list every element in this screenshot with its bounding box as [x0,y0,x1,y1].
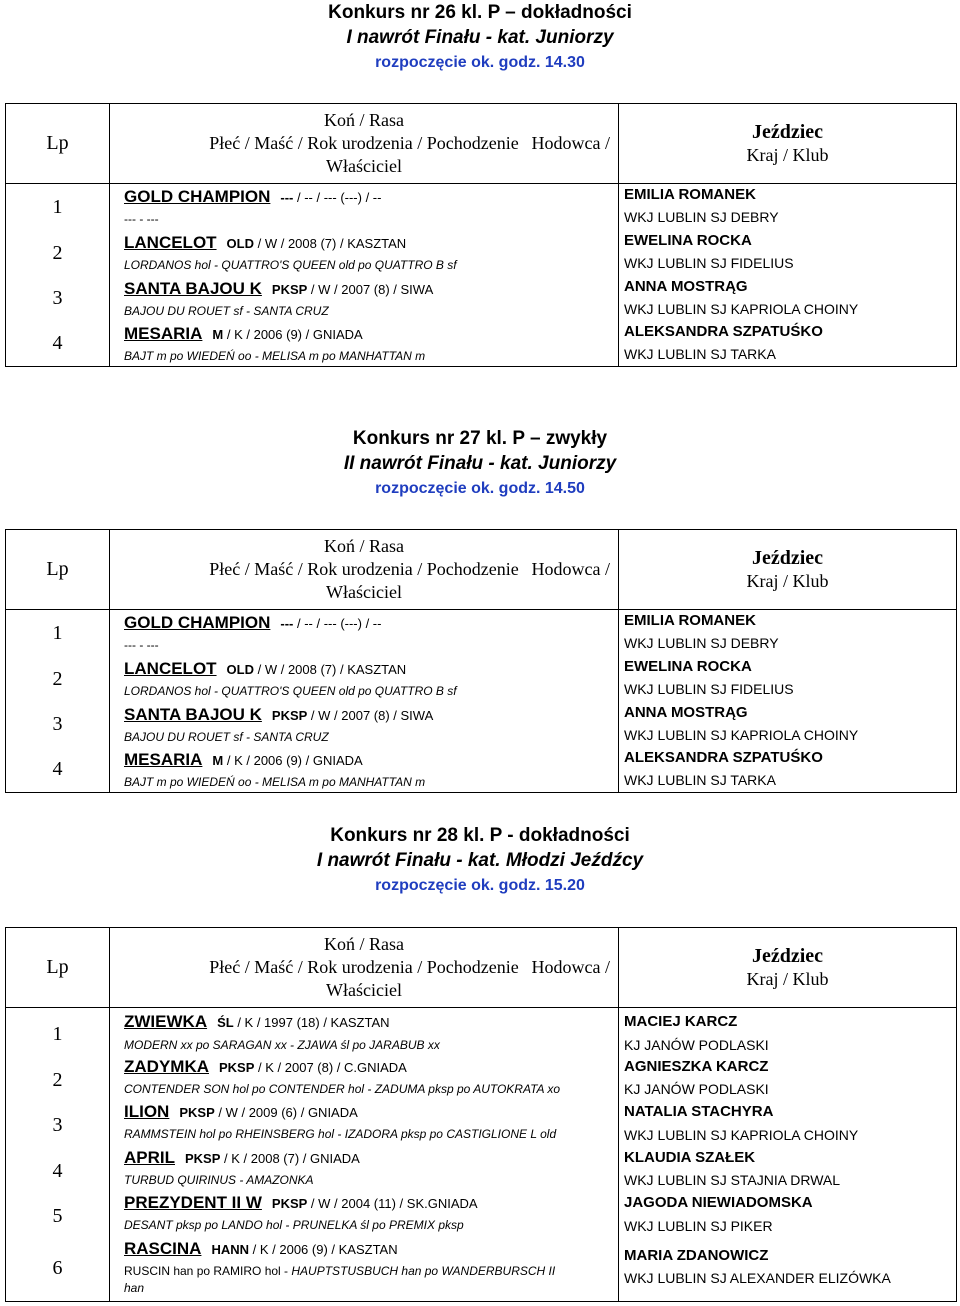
lp-number: 1 [52,196,63,218]
rider-name: MARIA ZDANOWICZ [624,1247,769,1264]
rider-name: EWELINA ROCKA [624,232,752,249]
rider-entry [624,321,956,366]
rider-entry [624,747,956,792]
lp-number: 5 [52,1205,63,1227]
rider-entry [624,1054,956,1099]
entries-table-28 [5,927,957,1302]
horse-pedigree: MODERN xx po SARAGAN xx - ZJAWA śl po JARABUB xx [124,1038,440,1052]
horse-name: GOLD CHAMPION [124,187,271,206]
horse-info: / K / 2007 (8) / C.GNIADA [254,1060,407,1075]
horse-pedigree: BAJOU DU ROUET sf - SANTA CRUZ [124,304,329,318]
horse-entry [124,1008,618,1054]
rider-club: WKJ LUBLIN SJ KAPRIOLA CHOINY [624,1127,859,1143]
horse-breed: PKSP [185,1151,221,1166]
section-start-time: rozpoczęcie ok. godz. 15.20 [375,877,585,894]
section-subtitle: II nawrót Finału - kat. Juniorzy [343,453,617,474]
horse-name: GOLD CHAMPION [124,613,271,632]
horse-info: / W / 2009 (6) / GNIADA [214,1105,358,1120]
horse-pedigree: RUSCIN han po RAMIRO hol - HAUPTSTUSBUCH han po WANDERBURSCH II [124,1264,556,1278]
horse-column [110,1008,619,1302]
horse-breed: M [212,753,224,768]
horse-entry [124,1190,618,1236]
rider-club: KJ JANÓW PODLASKI [624,1037,769,1053]
horse-entry [124,1099,618,1145]
table-header-row [6,928,957,1008]
rider-club: WKJ LUBLIN SJ FIDELIUS [624,255,794,271]
horse-entry [124,230,618,276]
horse-info: / -- / --- (---) / -- [293,616,382,631]
rider-name: KLAUDIA SZAŁEK [624,1149,756,1166]
horse-name: RASCINA [124,1239,202,1258]
rider-club: WKJ LUBLIN SJ ALEXANDER ELIZÓWKA [624,1270,891,1286]
horse-name: LANCELOT [124,233,217,252]
horse-entry [124,276,618,321]
horse-name: APRIL [124,1148,175,1167]
rider-club: KJ JANÓW PODLASKI [624,1081,769,1097]
horse-column [110,610,619,793]
horse-name: MESARIA [124,324,203,343]
section-title: Konkurs nr 27 kl. P – zwykły [352,428,608,449]
horse-breed: PKSP [271,282,308,297]
lp-number: 4 [52,758,63,780]
rider-entry [624,1008,956,1054]
lp-column [6,184,110,367]
horse-pedigree: BAJT m po WIEDEŃ oo - MELISA m po MANHATTAN m [124,349,426,363]
lp-number: 3 [52,1114,63,1136]
rider-name: JAGODA NIEWIADOMSKA [624,1194,813,1211]
section-title: Konkurs nr 28 kl. P - dokładności [330,825,630,846]
header-rider: Jeździec Kraj / Klub [746,546,829,591]
section-subtitle: I nawrót Finału - kat. Juniorzy [346,27,614,48]
header-breeder: Hodowca / [531,133,610,153]
table-header-row [6,104,957,184]
lp-number: 3 [52,287,63,309]
horse-breed: --- [280,190,294,205]
header-horse: Koń / Rasa Płeć / Maść / Rok urodzenia / Pochodzenie Właściciel Hodowca / [209,110,610,176]
horse-breed: ŚL [217,1015,234,1030]
section-konkurs-28 [0,823,960,898]
horse-breed: PKSP [271,1196,308,1211]
rider-name: ALEKSANDRA SZPATUŚKO [624,749,823,766]
table-header-row [6,530,957,610]
rider-entry [624,1145,956,1190]
horse-column [110,184,619,367]
horse-name: ZADYMKA [124,1057,209,1076]
horse-info: / K / 2006 (9) / GNIADA [223,327,363,342]
horse-breed: PKSP [271,708,308,723]
rider-column [619,610,957,793]
horse-name: ILION [124,1102,170,1121]
horse-info: / W / 2008 (7) / KASZTAN [254,236,407,251]
section-konkurs-27 [0,426,960,501]
entries-table-26 [5,103,957,367]
horse-entry [124,1054,618,1099]
header-breeder: Hodowca / [531,957,610,977]
rider-name: EWELINA ROCKA [624,658,752,675]
horse-breed: HANN [211,1242,250,1257]
header-horse: Koń / Rasa Płeć / Maść / Rok urodzenia / Pochodzenie Właściciel Hodowca / [209,536,610,602]
horse-pedigree: LORDANOS hol - QUATTRO'S QUEEN old po QUATTRO B sf [124,258,457,272]
header-horse: Koń / Rasa Płeć / Maść / Rok urodzenia / Pochodzenie Właściciel Hodowca / [209,934,610,1000]
horse-info: / W / 2007 (8) / SIWA [307,708,434,723]
rider-club: WKJ LUBLIN SJ KAPRIOLA CHOINY [624,727,859,743]
rider-name: ALEKSANDRA SZPATUŚKO [624,323,823,340]
rider-entry [624,184,956,230]
horse-entry [124,610,618,656]
entries-table-27 [5,529,957,793]
horse-entry [124,184,618,230]
horse-name: SANTA BAJOU K [124,705,262,724]
rider-club: WKJ LUBLIN SJ DEBRY [624,635,779,651]
horse-pedigree: LORDANOS hol - QUATTRO'S QUEEN old po QUATTRO B sf [124,684,457,698]
horse-pedigree: BAJOU DU ROUET sf - SANTA CRUZ [124,730,329,744]
lp-number: 2 [52,668,63,690]
lp-column [6,610,110,793]
horse-entry [124,321,618,366]
horse-breed: OLD [226,236,254,251]
section-title: Konkurs nr 26 kl. P – dokładności [328,2,632,23]
rider-club: WKJ LUBLIN SJ TARKA [624,772,776,788]
rider-entry [624,610,956,656]
rider-entry [624,1099,956,1145]
horse-name: SANTA BAJOU K [124,279,262,298]
rider-name: EMILIA ROMANEK [624,186,756,203]
header-lp: Lp [46,132,69,154]
horse-pedigree: RAMMSTEIN hol po RHEINSBERG hol - IZADORA pksp po CASTIGLIONE L old [124,1127,557,1141]
header-breeder: Hodowca / [531,559,610,579]
rider-club: WKJ LUBLIN SJ KAPRIOLA CHOINY [624,301,859,317]
horse-pedigree-cont: han [124,1281,145,1295]
horse-entry [124,747,618,792]
rider-name: AGNIESZKA KARCZ [624,1058,769,1075]
lp-number: 4 [52,332,63,354]
rider-name: ANNA MOSTRĄG [624,704,748,721]
lp-number: 1 [52,622,63,644]
rider-club: WKJ LUBLIN SJ FIDELIUS [624,681,794,697]
rider-name: ANNA MOSTRĄG [624,278,748,295]
horse-info: / K / 2006 (9) / KASZTAN [249,1242,398,1257]
rider-entry [624,276,956,321]
rider-club: WKJ LUBLIN SJ DEBRY [624,209,779,225]
horse-name: MESARIA [124,750,203,769]
rider-entry [624,1236,956,1300]
horse-breed: --- [280,616,294,631]
horse-info: / W / 2007 (8) / SIWA [307,282,434,297]
horse-info: / K / 1997 (18) / KASZTAN [233,1015,390,1030]
horse-info: / W / 2004 (11) / SK.GNIADA [307,1196,478,1211]
section-konkurs-26 [0,0,960,75]
horse-breed: PKSP [219,1060,255,1075]
horse-pedigree: DESANT pksp po LANDO hol - PRUNELKA śl po PREMIX pksp [124,1218,464,1232]
horse-pedigree: TURBUD QUIRINUS - AMAZONKA [124,1173,314,1187]
horse-entry [124,656,618,702]
horse-name: PREZYDENT II W [124,1193,262,1212]
lp-column [6,1008,110,1302]
rider-entry [624,656,956,702]
section-start-time: rozpoczęcie ok. godz. 14.30 [375,54,585,71]
rider-name: NATALIA STACHYRA [624,1103,774,1120]
lp-number: 6 [52,1257,63,1279]
rider-name: MACIEJ KARCZ [624,1013,738,1030]
lp-number: 3 [52,713,63,735]
horse-name: LANCELOT [124,659,217,678]
horse-pedigree: --- - --- [124,212,159,226]
horse-name: ZWIEWKA [124,1012,208,1031]
horse-pedigree: CONTENDER SON hol po CONTENDER hol - ZADUMA pksp po AUTOKRATA xo [124,1082,561,1096]
horse-info: / K / 2008 (7) / GNIADA [220,1151,360,1166]
horse-breed: M [212,327,224,342]
header-rider: Jeździec Kraj / Klub [746,120,829,165]
section-start-time: rozpoczęcie ok. godz. 14.50 [375,480,585,497]
horse-info: / K / 2006 (9) / GNIADA [223,753,363,768]
horse-entry [124,702,618,747]
rider-entry [624,1190,956,1236]
rider-entry [624,702,956,747]
horse-info: / W / 2008 (7) / KASZTAN [254,662,407,677]
rider-column [619,184,957,367]
horse-breed: OLD [226,662,254,677]
rider-name: EMILIA ROMANEK [624,612,756,629]
header-rider: Jeździec Kraj / Klub [746,944,829,989]
lp-number: 2 [52,1069,63,1091]
header-lp: Lp [46,956,69,978]
horse-pedigree: --- - --- [124,638,159,652]
rider-club: WKJ LUBLIN SJ STAJNIA DRWAL [624,1172,841,1188]
rider-entry [624,230,956,276]
horse-pedigree: BAJT m po WIEDEŃ oo - MELISA m po MANHATTAN m [124,775,426,789]
horse-entry [124,1236,618,1300]
lp-number: 2 [52,242,63,264]
rider-club: WKJ LUBLIN SJ PIKER [624,1218,773,1234]
header-lp: Lp [46,558,69,580]
section-subtitle: I nawrót Finału - kat. Młodzi Jeźdźcy [316,850,644,871]
lp-number: 4 [52,1160,63,1182]
horse-breed: PKSP [179,1105,215,1120]
horse-info: / -- / --- (---) / -- [293,190,382,205]
rider-column [619,1008,957,1302]
horse-entry [124,1145,618,1190]
lp-number: 1 [52,1023,63,1045]
rider-club: WKJ LUBLIN SJ TARKA [624,346,776,362]
